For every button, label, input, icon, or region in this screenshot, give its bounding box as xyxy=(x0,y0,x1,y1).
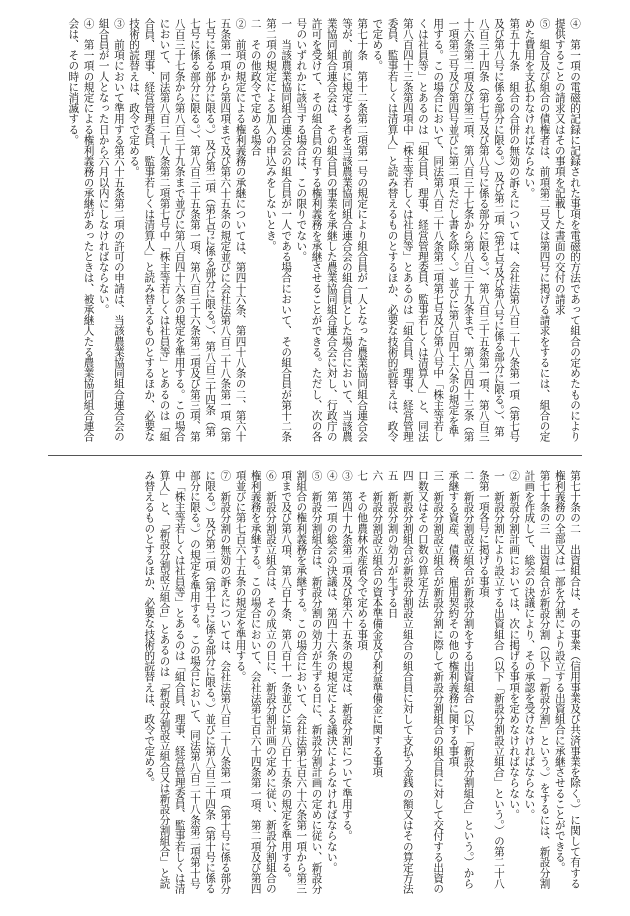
lower-column xyxy=(48,470,582,898)
article-70-3: 第七十条の三 出資組合が新設分割（以下「新設分割」という。）をするには、新設分割計画を作成して、総会の決議により、その承認を受けなければならない。 xyxy=(523,470,551,889)
paragraph-4-70-3: ④ 第一項の総会の決議は、第四十六条の規定による議決によらなければならない。 xyxy=(325,470,338,873)
section-divider xyxy=(48,455,582,456)
paragraph-4-70: ④ 第一項の規定による権利義務の承継があったときは、被承継人たる農業協同組合連合会は、その時に消滅する。 xyxy=(67,18,95,442)
paragraph-3-70: ③ 前項において準用する第六十五条第二項の許可の申請は、当該農業協同組合連合会の組合員が一人となった日から六月以内にしなければならない。 xyxy=(97,18,125,442)
item-3: 三 新設分割設立組合が新設分割に際して新設分割組合の組合員に対して交付する出資の口数又はその口数の算定方法 xyxy=(416,470,445,894)
paragraph-5-70-3: ⑤ 新設分割組合は、新設分割の効力が生ずる日に、新設分割計画の定めに従い、新設分割組合の権利義務を承継する。この場合において、会社法第七百六十六条第一項から第三項まで及び第八項、第八百十条、第八百十一条並びに第八百十五条の規定を準用する。 xyxy=(280,470,323,894)
article-70-2: 第七十条の二 出資組合は、その事業（信用事業及び共済事業を除く。）に関して有する権利義務の全部又は一部を分割により設立する出資組合に承継させることができる。 xyxy=(553,470,581,889)
item-4: 四 新設分割組合が新設分割設立組合の組合員に対して支払う金銭の額又はその算定方法 xyxy=(401,470,414,894)
paragraph-2: ⑤ 組合及び組合の債権者は、前項第二号又は第四号に掲げる請求をするには、組合の定めた費用を支払わなければならない。 xyxy=(523,18,551,442)
paragraph-2-70-3: ② 新設分割計画においては、次に掲げる事項を定めなければならない。 xyxy=(508,470,521,820)
paragraph-1: ④ 第一項の電磁的記録に記録された事項を電磁的方法であって組合の定めたものにより提供することの請求又はその事項を記載した書面の交付の請求 xyxy=(553,18,581,442)
paragraph-7-70-3: ⑦ 新設分割の無効の訴えについては、会社法第八百二十八条第一項（第十号に係る部分に限る。）及び第二項（第十号に係る部分に限る。）並びに第八百三十四条（第十号に係る部分に限る。）の規定を準用する。この場合において、同法第八百二十八条第二項第十号中「株主等若しくは社員等」とあるのは「組合員、理事、経営管理委員、監事若しくは清算人」と、「新設分割設立組合」とあるのは「新設分割設立組合又は新設分割組合」と読み替えるものとするほか、必要な技術的読替えは、政令で定める。 xyxy=(143,470,232,894)
article-70: 第七十条 第十二条第二項第一号の規定により組合員が一人となった農業協同組合連合会等が、前項に規定する者を当該農業協同組合連合会の組合員とした場合において、当該農業協同組合連合会は、その組合員の事業を承継した農業協同組合連合会に対し、行政庁の許可を受けて、その組合員の有する権利義務を承継させることができる。ただし、次の各号のいずれかに該当する場合は、この限りでない。 xyxy=(295,18,369,442)
paragraph-3-70-3: ③ 第四十九条第二項及び第六十五条の規定は、新設分割について準用する。 xyxy=(340,470,353,841)
paragraph-2-70: ② 前項の規定による権利義務の承継については、第四十六条、第四十八条の二、第六十五条第一項から第四項まで及び第六十五条の規定並びに会社法第八百二十八条第一項（第七号に係る部分に限る。）及び第二項（第七号に係る部分に限る。）、第八百三十四条（第七号に係る部分に限る。）、第八百三十五条第一項、第八百三十六条第二項及び第三項、第八百三十七条から第八百三十九条まで並びに第八百四十六条の規定を準用する。この場合において、同法第八百二十八条第二項第七号中「株主等若しくは社員等」とあるのは「組合員、理事、経営管理委員、監事若しくは清算人」と読み替えるものとするほか、必要な技術的読替えは、政令で定める。 xyxy=(128,18,247,442)
upper-column xyxy=(48,18,582,442)
item-5: 五 新設分割の効力が生ずる日 xyxy=(386,470,399,619)
item-1: 一 新設分割により設立する出資組合（以下「新設分割設立組合」という。）の第二十八条第一項各号に掲げる事項 xyxy=(477,470,505,889)
item-6: 六 新設分割設立組合の資本準備金及び利益準備金に関する事項 xyxy=(371,470,384,778)
paragraph-6-70-3: ⑥ 新設分割設立組合は、その成立の日に、新設分割計画の定めに従い、新設分割組合の権利義務を承継する。この場合において、会社法第七百六十四条第一項、第二項及び第四項並びに第七百六十五条の規定を準用する。 xyxy=(234,470,277,894)
article-59: 第五十九条 組合の合併の無効の訴えについては、会社法第八百二十八条第一項（第七号及び第八号に係る部分に限る。）及び第二項（第七号及び第八号に係る部分に限る。）、第八百三十四条（第七号及び第八号に係る部分に限る。）、第八百三十五条第一項、第八百三十六条第二項及び第三項、第八百三十七条から第八百三十九条まで、第八百四十三条（第一項第三号及び第四号並びに第二項ただし書を除く。）並びに第八百四十六条の規定を準用する。この場合において、同法第八百二十八条第二項第七号及び第八号中「株主等若しくは社員等」とあるのは「組合員、理事、経営管理委員、監事若しくは清算人」と、同法第八百四十三条第四項中「株主等若しくは社員等」とあるのは「組合員、理事、経営管理委員、監事若しくは清算人」と読み替えるものとするほか、必要な技術的読替えは、政令で定める。 xyxy=(371,18,521,442)
item-2: 二 新設分割設立組合が新設分割をする出資組合（以下「新設分割組合」という。）から承継する資産、債務、雇用契約その他の権利義務に関する事項 xyxy=(447,470,475,889)
item-7: 七 その他農林水産省令で定める事項 xyxy=(356,470,369,651)
paragraph-item-1: 一 当該農業協同組合連合会の組合員が一人である場合において、その組合員が第十二条第二項の規定による加入の申込みをしないとき。 xyxy=(264,18,293,442)
paragraph-item-2: 二 その他政令で定める場合 xyxy=(249,18,262,156)
